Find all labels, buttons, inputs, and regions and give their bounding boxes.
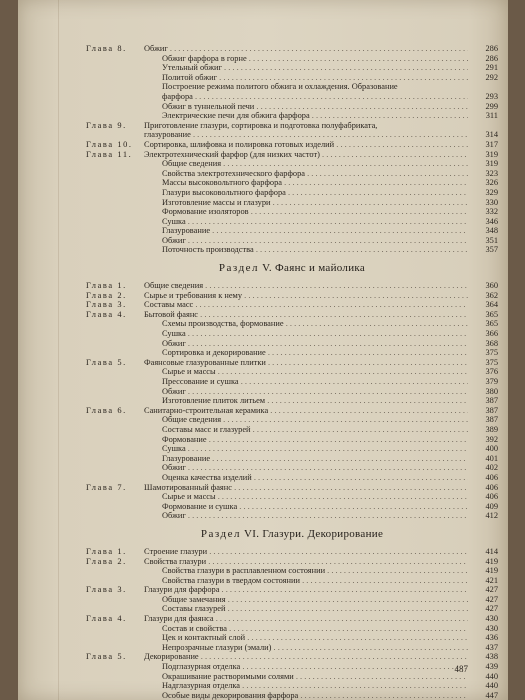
chapter-number: Глава 3. <box>86 300 127 310</box>
entry-title: Обжиг . . . <box>162 339 468 349</box>
toc-entry <box>86 281 498 291</box>
page-ref: 387 <box>485 396 498 406</box>
entry-title: Общие замечания . . . <box>162 595 468 605</box>
entry-title: Схемы производства, формование . . . <box>162 319 468 329</box>
toc-entry <box>86 339 498 349</box>
toc-entry <box>86 300 498 310</box>
page-ref: 438 <box>485 652 498 662</box>
toc-entry <box>86 367 498 377</box>
page-ref: 400 <box>485 444 498 454</box>
page-ref: 348 <box>485 226 498 236</box>
toc-entry <box>86 566 498 576</box>
page-ref: 360 <box>485 281 498 291</box>
toc-entry <box>86 595 498 605</box>
entry-title: Сырье и массы . . . <box>162 492 468 502</box>
entry-title: Сырье и массы . . . <box>162 367 468 377</box>
entry-title: Подглазурная отделка . . . <box>162 662 468 672</box>
page-ref: 427 <box>485 594 498 604</box>
toc-entry <box>86 121 498 131</box>
page-ref: 292 <box>485 72 498 82</box>
entry-title: Изготовление плиток литьем . . . <box>162 396 468 406</box>
page-ref: 314 <box>485 130 498 140</box>
entry-title: Утельный обжиг . . . <box>162 63 468 73</box>
entry-title: Составы масс . . . <box>144 300 468 310</box>
toc-entry <box>86 358 498 368</box>
page-ref: 427 <box>485 585 498 595</box>
entry-title: Политой обжиг . . . <box>162 73 468 83</box>
toc-entry <box>86 585 498 595</box>
entry-title: Формование изоляторов . . . <box>162 207 468 217</box>
chapter-number: Глава 1. <box>86 546 127 556</box>
chapter-number: Глава 4. <box>86 309 127 319</box>
page-ref: 286 <box>485 53 498 63</box>
entry-title: Сушка . . . <box>162 329 468 339</box>
page-ref: 380 <box>485 386 498 396</box>
toc-entry <box>86 348 498 358</box>
toc-entry <box>86 73 498 83</box>
page-ref: 326 <box>485 178 498 188</box>
chapter-number: Глава 10. <box>86 139 133 149</box>
page-ref: 440 <box>485 671 498 681</box>
entry-title: Окрашивание растворимыми солями . . . <box>162 672 468 682</box>
chapter-number: Глава 5. <box>86 357 127 367</box>
entry-title: Поточность производства . . . <box>162 245 468 255</box>
section-title: V. Фаянс и майолика <box>262 262 366 275</box>
toc-entry <box>86 633 498 643</box>
entry-title: Цек и контактный слой . . . <box>162 633 468 643</box>
page-ref: 293 <box>485 91 498 101</box>
toc-entry <box>86 102 498 112</box>
page-ref: 421 <box>485 575 498 585</box>
page-ref: 419 <box>485 566 498 576</box>
toc-entry <box>86 54 498 64</box>
entry-title: Свойства глазури . . . <box>144 557 468 567</box>
toc-entry <box>86 319 498 329</box>
entry-title: Изготовление массы и глазури . . . <box>162 198 468 208</box>
page-ref: 368 <box>485 338 498 348</box>
toc-entry <box>86 435 498 445</box>
toc-entry <box>86 547 498 557</box>
entry-title: Обжиг . . . <box>162 463 468 473</box>
toc-entry <box>86 207 498 217</box>
toc-block-faience <box>86 281 498 521</box>
toc-entry <box>86 329 498 339</box>
page-ref: 362 <box>485 290 498 300</box>
page-ref: 406 <box>485 492 498 502</box>
toc-entry <box>86 614 498 624</box>
toc-entry <box>86 387 498 397</box>
page-ref: 379 <box>485 377 498 386</box>
entry-title: Массы высоковольтного фарфора . . . <box>162 178 468 188</box>
entry-title: Сырье и требования к нему . . . <box>144 291 468 301</box>
toc-entry <box>86 63 498 73</box>
toc-entry <box>86 662 498 672</box>
page-ref: 351 <box>485 235 498 245</box>
section-title: VI. Глазури. Декорирование <box>244 527 384 540</box>
entry-title: Декорирование . . . <box>144 652 468 662</box>
page-ref: 447 <box>485 690 498 700</box>
book-page <box>18 0 508 700</box>
toc-entry <box>86 463 498 473</box>
toc-entry <box>86 169 498 179</box>
toc-entry <box>86 643 498 653</box>
page-ref: 389 <box>485 424 498 434</box>
entry-title: Общие сведения . . . <box>162 159 468 169</box>
chapter-number: Глава 3. <box>86 585 127 595</box>
page-ref: 364 <box>485 300 498 310</box>
entry-title: Обжиг . . . <box>162 387 468 397</box>
toc-entry <box>86 406 498 416</box>
entry-title: Сортировка и декорирование . . . <box>162 348 468 358</box>
toc-entry <box>86 483 498 493</box>
toc-entry <box>86 291 498 301</box>
page-ref: 291 <box>485 63 498 73</box>
entry-title: Составы глазурей . . . <box>162 604 468 614</box>
entry-title: Прессование и сушка . . . <box>162 377 468 387</box>
toc-entry <box>86 226 498 236</box>
toc-entry <box>86 444 498 454</box>
chapter-number: Глава 6. <box>86 405 127 415</box>
page-ref: 430 <box>485 614 498 624</box>
toc-entry <box>86 511 498 521</box>
entry-title: Электротехнический фарфор (для низких частот) . . . <box>144 150 468 160</box>
page-ref: 387 <box>485 405 498 415</box>
page-ref: 439 <box>485 662 498 672</box>
entry-title: Глазурование . . . <box>162 454 468 464</box>
page-ref: 365 <box>485 309 498 319</box>
toc-entry <box>86 188 498 198</box>
entry-title: Сушка . . . <box>162 217 468 227</box>
page-ref: 387 <box>485 415 498 425</box>
toc-entry <box>86 557 498 567</box>
entry-title: Электрические печи для обжига фарфора . . . <box>162 111 468 121</box>
toc-entry <box>86 92 498 102</box>
page-ref: 330 <box>485 197 498 207</box>
entry-title: Формование и сушка . . . <box>162 502 468 512</box>
entry-title: Обжиг . . . <box>144 44 468 54</box>
toc-entry <box>86 159 498 169</box>
page-ref: 414 <box>485 546 498 556</box>
table-of-contents <box>86 44 498 700</box>
entry-title: Особые виды декорирования фарфора . . . <box>162 691 468 700</box>
page-ref: 319 <box>485 159 498 169</box>
page-ref: 402 <box>485 463 498 473</box>
toc-entry <box>86 178 498 188</box>
toc-entry <box>86 236 498 246</box>
section-word: Раздел <box>200 527 241 540</box>
toc-entry <box>86 150 498 160</box>
entry-title: Санитарно-строительная керамика . . . <box>144 406 468 416</box>
chapter-number: Глава 2. <box>86 556 127 566</box>
toc-block-porcelain <box>86 44 498 255</box>
page-ref: 376 <box>485 367 498 377</box>
entry-title: Непрозрачные глазури (эмали) . . . <box>162 643 468 653</box>
chapter-number: Глава 1. <box>86 281 127 291</box>
entry-title: Составы масс и глазурей . . . <box>162 425 468 435</box>
entry-title: Строение глазури . . . <box>144 547 468 557</box>
toc-entry <box>86 576 498 586</box>
entry-title: Свойства глазури в твердом состоянии . . . <box>162 576 468 586</box>
chapter-number: Глава 11. <box>86 149 133 159</box>
toc-entry <box>86 502 498 512</box>
toc-entry <box>86 624 498 634</box>
entry-title: фарфора . . . <box>162 92 468 102</box>
page-ref: 366 <box>485 329 498 339</box>
toc-entry <box>86 492 498 502</box>
entry-title: Обжиг . . . <box>162 511 468 521</box>
toc-entry <box>86 82 498 92</box>
page-ref: 419 <box>485 556 498 566</box>
entry-title: Обжиг в туннельной печи . . . <box>162 102 468 112</box>
toc-entry <box>86 415 498 425</box>
entry-title: Шамотированный фаянс . . . <box>144 483 468 493</box>
toc-entry <box>86 310 498 320</box>
page-ref: 375 <box>485 348 498 358</box>
entry-title: Формование . . . <box>162 435 468 445</box>
entry-title: Сушка . . . <box>162 444 468 454</box>
page-ref: 319 <box>485 149 498 159</box>
entry-title: Глазурование . . . <box>162 226 468 236</box>
entry-title: Глазури для фаянса . . . <box>144 614 468 624</box>
chapter-number: Глава 5. <box>86 652 127 662</box>
toc-entry <box>86 130 498 140</box>
page-ref: 392 <box>485 434 498 444</box>
entry-title: Оценка качества изделий . . . <box>162 473 468 483</box>
entry-title: Фаянсовые глазурованные плитки . . . <box>144 358 468 368</box>
toc-entry <box>86 672 498 682</box>
toc-entry <box>86 425 498 435</box>
page-ref: 357 <box>485 245 498 255</box>
toc-entry <box>86 245 498 255</box>
page-ref: 427 <box>485 604 498 614</box>
entry-title: Построение режима политого обжига и охлаждения. Образование <box>162 82 398 92</box>
toc-entry <box>86 652 498 662</box>
toc-entry <box>86 140 498 150</box>
chapter-number: Глава 8. <box>86 44 127 53</box>
page-ref: 430 <box>485 623 498 633</box>
entry-title: Глазури высоковольтного фарфора . . . <box>162 188 468 198</box>
chapter-number: Глава 7. <box>86 482 127 492</box>
page-ref: 323 <box>485 168 498 178</box>
toc-entry <box>86 217 498 227</box>
page-ref: 286 <box>485 44 498 53</box>
toc-entry <box>86 454 498 464</box>
page-fold-shadow <box>58 0 59 700</box>
toc-entry <box>86 396 498 406</box>
entry-title: Бытовой фаянс . . . <box>144 310 468 320</box>
chapter-number: Глава 4. <box>86 614 127 624</box>
page-ref: 406 <box>485 482 498 492</box>
toc-entry <box>86 111 498 121</box>
page-ref: 311 <box>485 111 498 121</box>
page-number: 487 <box>454 664 468 674</box>
section-heading-6 <box>86 521 498 547</box>
page-ref: 375 <box>485 357 498 367</box>
page-ref: 436 <box>485 633 498 643</box>
entry-title: Общие сведения . . . <box>144 281 468 291</box>
page-ref: 299 <box>485 101 498 111</box>
section-word: Раздел <box>218 262 260 275</box>
chapter-number: Глава 2. <box>86 290 127 300</box>
toc-entry <box>86 691 498 700</box>
entry-title: Обжиг фарфора в горне . . . <box>162 54 468 64</box>
entry-title: Общие сведения . . . <box>162 415 468 425</box>
page-ref: 406 <box>485 472 498 482</box>
toc-entry <box>86 198 498 208</box>
entry-title: Приготовление глазури, сортировка и подготовка полуфабриката, <box>144 120 378 130</box>
page-ref: 329 <box>485 187 498 197</box>
entry-title: Сортировка, шлифовка и полировка готовых изделий . . . <box>144 140 468 150</box>
toc-entry <box>86 604 498 614</box>
entry-title: Свойства глазури в расплавленном состоянии . . . <box>162 566 468 576</box>
entry-title: Обжиг . . . <box>162 236 468 246</box>
page-ref: 409 <box>485 501 498 511</box>
section-heading-5 <box>86 255 498 281</box>
toc-entry <box>86 44 498 54</box>
page-ref: 440 <box>485 681 498 691</box>
page-ref: 332 <box>485 207 498 217</box>
page-ref: 346 <box>485 216 498 226</box>
entry-title: глазурование . . . <box>144 130 468 140</box>
page-ref: 412 <box>485 511 498 521</box>
toc-entry <box>86 473 498 483</box>
toc-block-glazes <box>86 547 498 700</box>
page-ref: 437 <box>485 642 498 652</box>
page-ref: 365 <box>485 319 498 329</box>
toc-entry <box>86 681 498 691</box>
entry-title: Состав и свойства . . . <box>162 624 468 634</box>
toc-entry <box>86 377 498 387</box>
entry-title: Надглазурная отделка . . . <box>162 681 468 691</box>
entry-title: Глазури для фарфора . . . <box>144 585 468 595</box>
page-ref: 401 <box>485 453 498 463</box>
entry-title: Свойства электротехнического фарфора . . . <box>162 169 468 179</box>
page-ref: 317 <box>485 139 498 149</box>
chapter-number: Глава 9. <box>86 120 127 130</box>
